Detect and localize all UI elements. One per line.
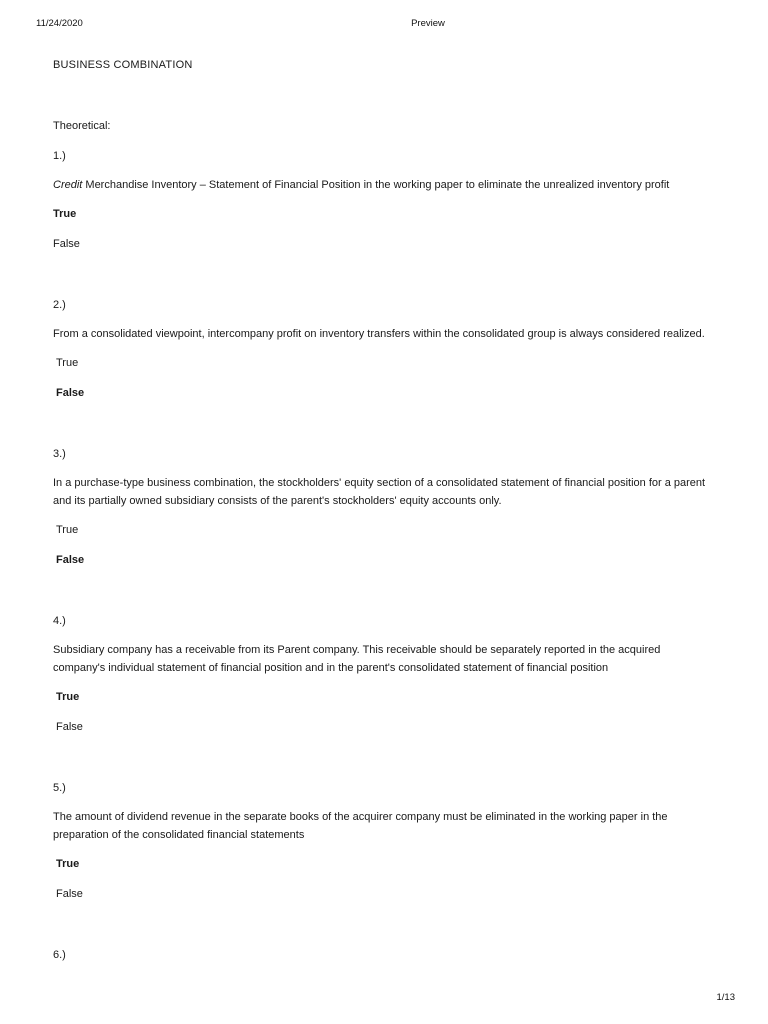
document-title: BUSINESS COMBINATION xyxy=(53,59,193,71)
answer-option-false: False xyxy=(56,387,85,399)
question-3 xyxy=(53,445,713,569)
question-2 xyxy=(53,296,713,402)
question-text: In a purchase-type business combination, the stockholders' equity section of a consolidated statement of financial position for a parent and its partially owned subsidiary consists of the parent's stockholders' equity accounts only. xyxy=(53,477,706,507)
question-number: 1.) xyxy=(53,150,66,162)
question-4 xyxy=(53,612,713,736)
answer-option-true: True xyxy=(56,524,79,536)
page-counter: 1/13 xyxy=(716,992,735,1003)
answer-option-false: False xyxy=(56,721,83,733)
document-body xyxy=(53,56,713,975)
print-title: Preview xyxy=(411,18,445,29)
question-number: 6.) xyxy=(53,949,66,961)
question-number: 3.) xyxy=(53,448,66,460)
question-text-emphasis: Credit xyxy=(53,179,83,191)
print-date: 11/24/2020 xyxy=(36,18,83,29)
answer-option-false: False xyxy=(53,238,80,250)
question-5 xyxy=(53,779,713,903)
question-text: From a consolidated viewpoint, intercompany profit on inventory transfers within the consolidated group is always considered realized. xyxy=(53,328,705,340)
section-label: Theoretical: xyxy=(53,120,111,132)
question-6 xyxy=(53,946,713,964)
question-text: The amount of dividend revenue in the separate books of the acquirer company must be eliminated in the working paper in the preparation of the consolidated financial statements xyxy=(53,811,668,841)
answer-option-true: True xyxy=(53,208,77,220)
question-number: 5.) xyxy=(53,782,66,794)
answer-option-false: False xyxy=(56,554,85,566)
question-text-body: Merchandise Inventory – Statement of Financial Position in the working paper to eliminate the unrealized inventory profit xyxy=(82,179,670,191)
answer-option-true: True xyxy=(56,691,80,703)
question-1 xyxy=(53,147,713,253)
answer-option-false: False xyxy=(56,888,83,900)
question-number: 2.) xyxy=(53,299,66,311)
question-text xyxy=(53,176,713,194)
answer-option-true: True xyxy=(56,858,80,870)
print-header xyxy=(0,18,768,32)
question-number: 4.) xyxy=(53,615,66,627)
question-text: Subsidiary company has a receivable from its Parent company. This receivable should be separately reported in the acquired company's individual statement of financial position and in the parent's consolidated statement of financial position xyxy=(53,644,661,674)
answer-option-true: True xyxy=(56,357,79,369)
